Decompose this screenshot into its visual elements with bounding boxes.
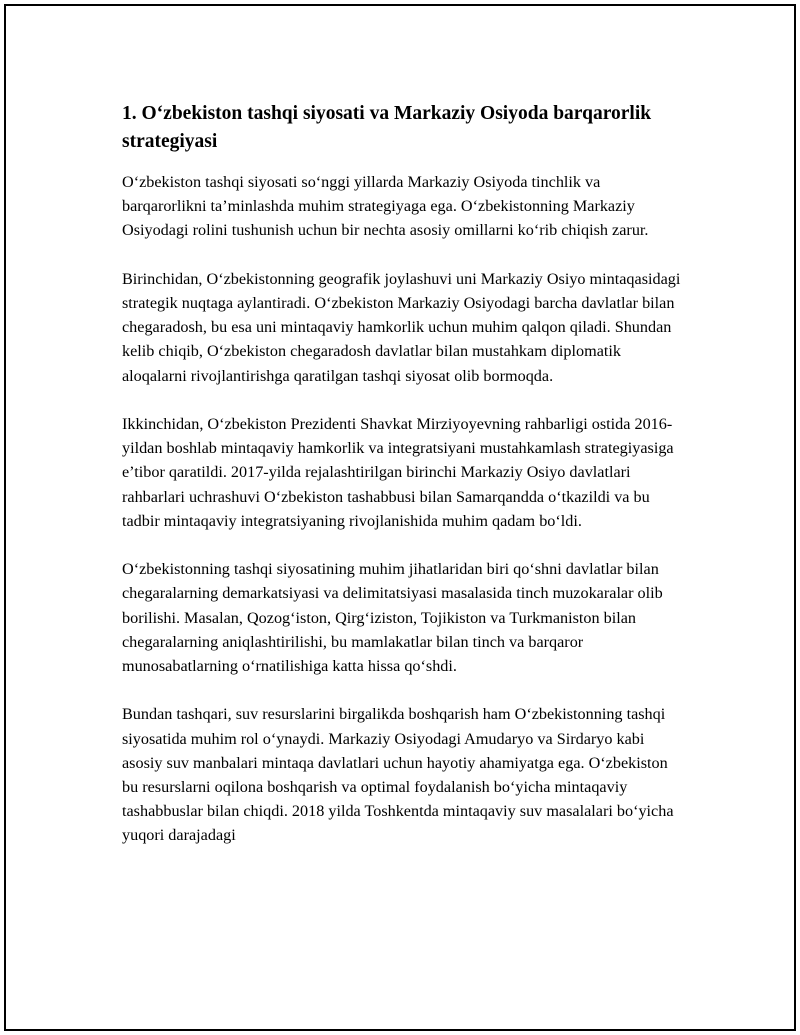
document-body	[122, 100, 682, 872]
paragraph-5: Bundan tashqari, suv resurslarini birgalikda boshqarish ham O‘zbekistonning tashqi siyosatida muhim rol o‘ynaydi. Markaziy Osiyodagi Amudaryo va Sirdaryo kabi asosiy suv manbalari mintaqa davlatlari uchun hayotiy ahamiyatga ega. O‘zbekiston bu resurslarni oqilona boshqarish va optimal foydalanish bo‘yicha mintaqaviy tashabbuslar bilan chiqdi. 2018 yilda Toshkentda mintaqaviy suv masalalari bo‘yicha yuqori darajadagi	[122, 705, 674, 845]
paragraph-4: O‘zbekistonning tashqi siyosatining muhim jihatlaridan biri qo‘shni davlatlar bilan chegaralarning demarkatsiyasi va delimitatsiyasi masalasida tinch muzokaralar olib borilishi. Masalan, Qozog‘iston, Qirg‘iziston, Tojikiston va Turkmaniston bilan chegaralarning aniqlashtirilishi, bu mamlakatlar bilan tinch va barqaror munosabatlarning o‘rnatilishiga katta hissa qo‘shdi.	[122, 560, 663, 676]
page-frame	[4, 4, 796, 1031]
paragraph-2: Birinchidan, O‘zbekistonning geografik joylashuvi uni Markaziy Osiyo mintaqasidagi strategik nuqtaga aylantiradi. O‘zbekiston Markaziy Osiyodagi barcha davlatlar bilan chegaradosh, bu esa uni mintaqaviy hamkorlik uchun muhim qalqon qiladi. Shundan kelib chiqib, O‘zbekiston chegaradosh davlatlar bilan mustahkam diplomatik aloqalarni rivojlantirishga qaratilgan tashqi siyosat olib bormoqda.	[122, 269, 681, 385]
section-heading: 1. O‘zbekiston tashqi siyosati va Markaziy Osiyoda barqarorlik strategiyasi	[122, 103, 652, 152]
paragraph-1: O‘zbekiston tashqi siyosati so‘nggi yillarda Markaziy Osiyoda tinchlik va barqarorlikni ta’minlashda muhim strategiyaga ega. O‘zbekistonning Markaziy Osiyodagi rolini tushunish uchun bir nechta asosiy omillarni ko‘rib chiqish zarur.	[122, 173, 649, 240]
paragraph-3: Ikkinchidan, O‘zbekiston Prezidenti Shavkat Mirziyoyevning rahbarligi ostida 2016-yildan boshlab mintaqaviy hamkorlik va integratsiyani mustahkamlash strategiyasiga e’tibor qaratildi. 2017-yilda rejalashtirilgan birinchi Markaziy Osiyo davlatlari rahbarlari uchrashuvi O‘zbekiston tashabbusi bilan Samarqandda o‘tkazildi va bu tadbir mintaqaviy integratsiyaning rivojlanishida muhim qadam bo‘ldi.	[122, 415, 674, 530]
